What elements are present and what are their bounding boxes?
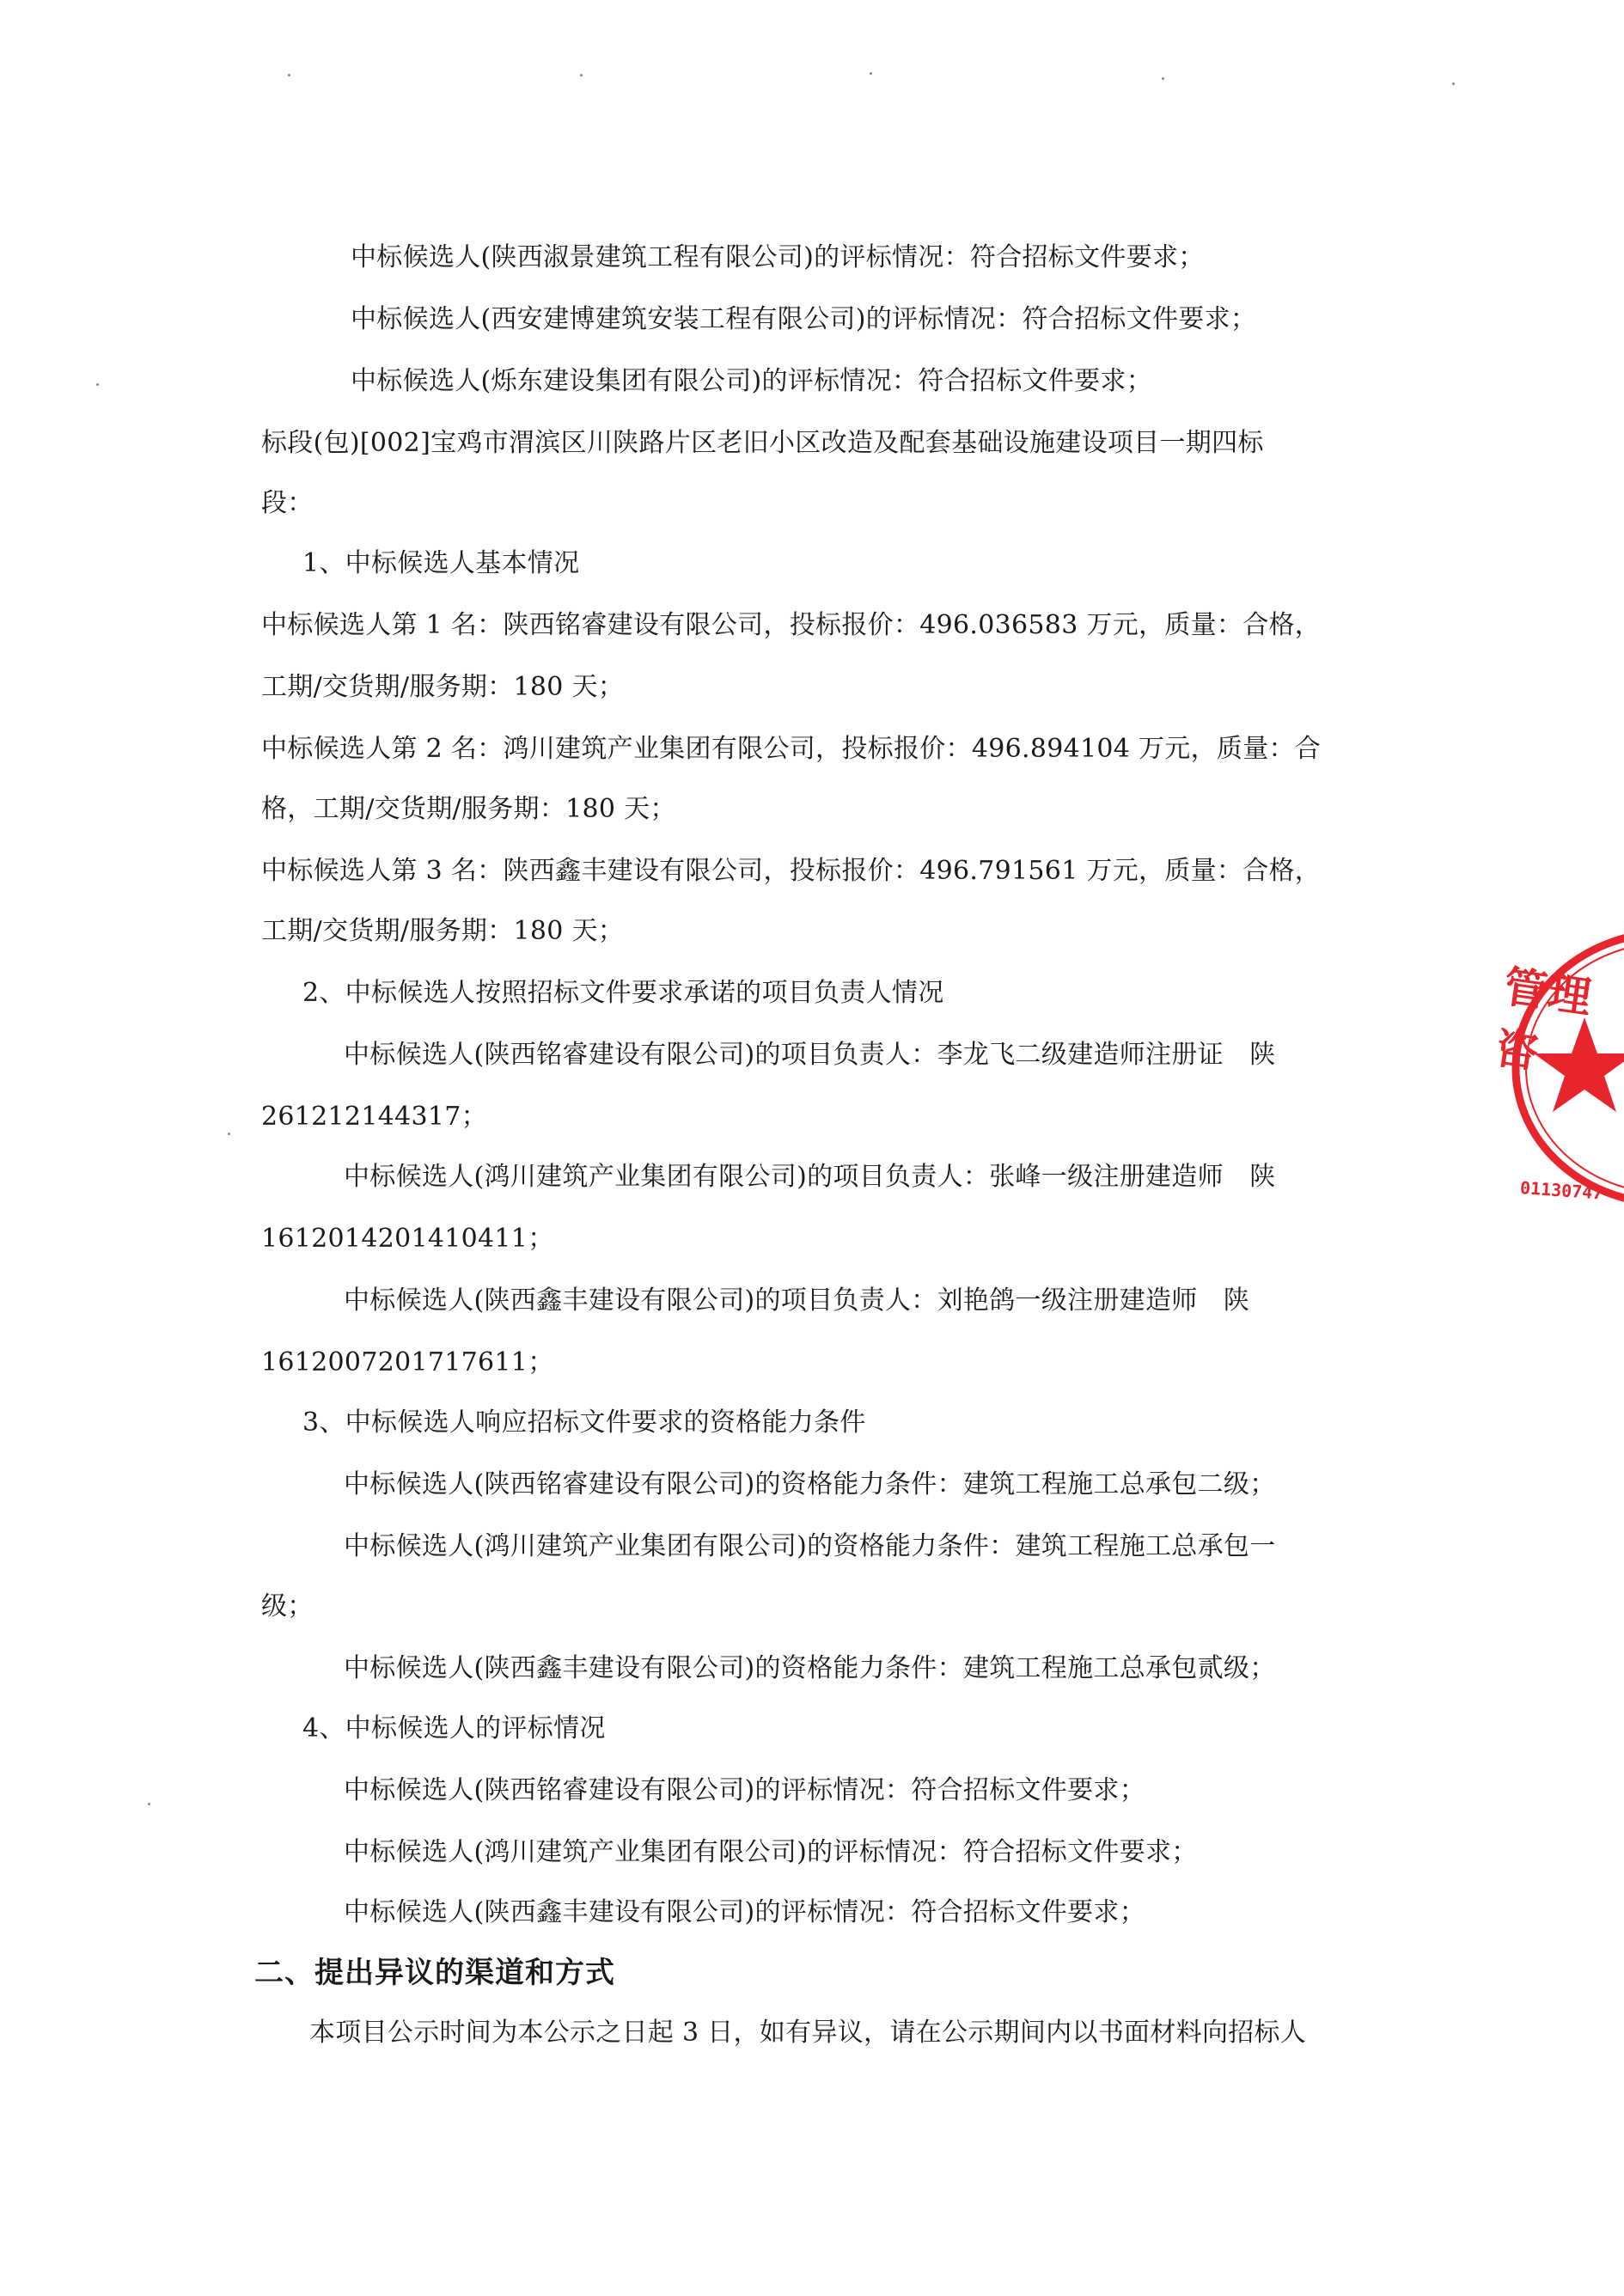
paragraph-line: 1612014201410411； (261, 1224, 554, 1254)
paragraph-line: 中标候选人第 1 名：陕西铭睿建设有限公司，投标报价：496.036583 万元，质量：合格， (261, 610, 1322, 640)
paragraph-line: 中标候选人(鸿川建筑产业集团有限公司)的评标情况：符合招标文件要求； (344, 1837, 1198, 1867)
paragraph-line: 261212144317； (261, 1102, 487, 1132)
section-heading: 二、提出异议的渠道和方式 (254, 1956, 615, 1990)
paragraph-line: 中标候选人(陕西鑫丰建设有限公司)的评标情况：符合招标文件要求； (344, 1897, 1146, 1927)
subsection-heading: 4、中标候选人的评标情况 (302, 1713, 606, 1743)
paragraph-line: 中标候选人(陕西铭睿建设有限公司)的评标情况：符合招标文件要求； (344, 1775, 1146, 1805)
paragraph-line: 工期/交货期/服务期：180 天； (261, 672, 625, 702)
paragraph-line: 中标候选人(陕西铭睿建设有限公司)的项目负责人：李龙飞二级建造师注册证 陕 (344, 1040, 1276, 1070)
paragraph-line: 格，工期/交货期/服务期：180 天； (261, 794, 676, 824)
paragraph-line: 中标候选人第 2 名：鸿川建筑产业集团有限公司，投标报价：496.894104 万元，质量：合 (261, 734, 1322, 764)
paragraph-line: 中标候选人(陕西铭睿建设有限公司)的资格能力条件：建筑工程施工总承包二级； (344, 1469, 1276, 1499)
scan-speck (1162, 77, 1164, 80)
paragraph-line: 中标候选人(西安建博建筑安装工程有限公司)的评标情况：符合招标文件要求； (351, 304, 1257, 334)
paragraph-line: 中标候选人第 3 名：陕西鑫丰建设有限公司，投标报价：496.791561 万元，质量：合格， (261, 856, 1322, 886)
paragraph-line: 中标候选人(陕西鑫丰建设有限公司)的项目负责人：刘艳鸽一级注册建造师 陕 (344, 1285, 1250, 1316)
seal-text: 管理咨 (1492, 960, 1597, 1078)
paragraph-line: 中标候选人(鸿川建筑产业集团有限公司)的项目负责人：张峰一级注册建造师 陕 (344, 1162, 1276, 1192)
scan-speck (288, 74, 290, 76)
section-line: 标段(包)[002]宝鸡市渭滨区川陕路片区老旧小区改造及配套基础设施建设项目一期四标 (261, 428, 1264, 458)
scan-speck (1452, 82, 1455, 85)
scan-speck (870, 72, 872, 75)
seal-number: 01130747 (1519, 1177, 1604, 1204)
paragraph-line: 级； (261, 1591, 314, 1621)
subsection-heading: 2、中标候选人按照招标文件要求承诺的项目负责人情况 (302, 978, 944, 1008)
scan-speck (580, 74, 583, 76)
paragraph-line: 中标候选人(烁东建设集团有限公司)的评标情况：符合招标文件要求； (351, 366, 1153, 396)
paragraph-line: 中标候选人(鸿川建筑产业集团有限公司)的资格能力条件：建筑工程施工总承包一 (344, 1531, 1276, 1561)
paragraph-line: 中标候选人(陕西鑫丰建设有限公司)的资格能力条件：建筑工程施工总承包贰级； (344, 1653, 1276, 1683)
subsection-heading: 3、中标候选人响应招标文件要求的资格能力条件 (302, 1408, 866, 1438)
section-line: 段： (261, 488, 314, 518)
paragraph-line: 工期/交货期/服务期：180 天； (261, 916, 625, 946)
paragraph-line: 中标候选人(陕西淑景建筑工程有限公司)的评标情况：符合招标文件要求； (351, 242, 1205, 272)
subsection-heading: 1、中标候选人基本情况 (302, 548, 580, 578)
paragraph-line: 本项目公示时间为本公示之日起 3 日，如有异议，请在公示期间内以书面材料向招标人 (309, 2018, 1307, 2048)
paragraph-line: 1612007201717611； (261, 1347, 554, 1377)
